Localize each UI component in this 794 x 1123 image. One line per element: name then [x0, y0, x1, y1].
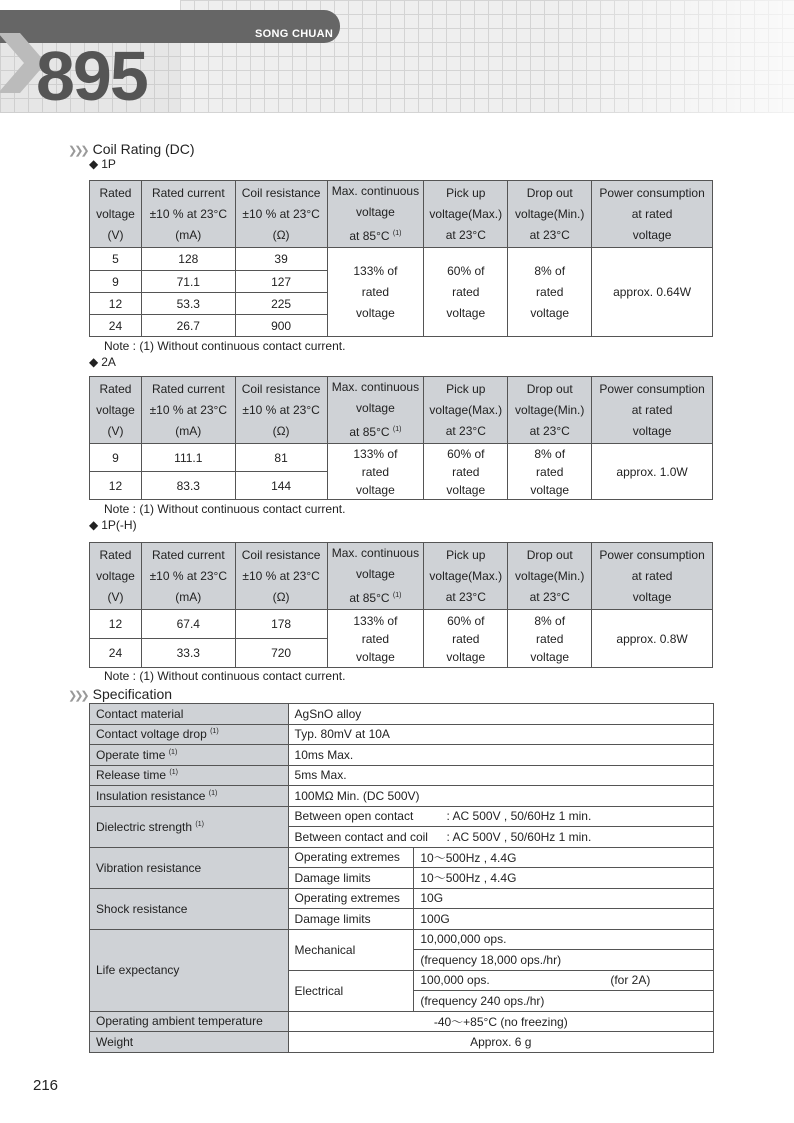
col-power-consumption: Power consumption at rated voltage — [592, 377, 713, 444]
cell-resistance: 81 — [235, 444, 327, 472]
specification-heading — [68, 686, 172, 702]
spec-sublabel: Operating extremes — [288, 847, 414, 868]
cell-max-continuous: 133% of rated voltage — [327, 248, 424, 337]
spec-value: AgSnO alloy — [288, 704, 713, 725]
col-coil-resistance: Coil resistance ±10 % at 23°C (Ω) — [235, 181, 327, 248]
spec-value: 10～500Hz , 4.4G — [414, 847, 714, 868]
table-header-row — [90, 543, 713, 610]
col-rated-current: Rated current ±10 % at 23°C (mA) — [141, 377, 235, 444]
spec-label: Insulation resistance $^{(1)}$ — [90, 786, 289, 807]
spec-row-dielectric — [90, 806, 714, 827]
coil-rating-title: Coil Rating (DC) — [92, 141, 195, 157]
cell-voltage: 12 — [90, 472, 142, 500]
col-power-consumption: Power consumption at rated voltage — [592, 543, 713, 610]
table-row — [90, 444, 713, 472]
brand-name: SONG CHUAN — [255, 28, 334, 40]
table-1p-label — [89, 157, 116, 171]
spec-label: Contact material — [90, 704, 289, 725]
spec-value: 5ms Max. — [288, 765, 713, 786]
spec-row-contact-voltage-drop — [90, 724, 714, 745]
cell-max-continuous: 133% of rated voltage — [327, 444, 424, 500]
spec-row-insulation — [90, 786, 714, 807]
cell-resistance: 225 — [235, 293, 327, 315]
cell-pick-up: 60% of rated voltage — [424, 248, 508, 337]
spec-row-life — [90, 929, 714, 950]
cell-voltage: 5 — [90, 248, 142, 271]
spec-value: 100MΩ Min. (DC 500V) — [288, 786, 713, 807]
col-rated-current: Rated current ±10 % at 23°C (mA) — [141, 181, 235, 248]
spec-sublabel: Operating extremes — [288, 888, 414, 909]
cell-current: 67.4 — [141, 610, 235, 639]
coil-table-1ph — [89, 542, 713, 668]
spec-value: 100,000 ops. (for 2A) — [414, 970, 714, 991]
spec-label: Vibration resistance — [90, 847, 289, 888]
col-max-continuous: Max. continuous voltage at 85°C $^{(1)}$ — [327, 181, 424, 248]
spec-row-contact-material — [90, 704, 714, 725]
spec-label: Life expectancy — [90, 929, 289, 1011]
cell-resistance: 178 — [235, 610, 327, 639]
cell-drop-out: 8% of rated voltage — [508, 610, 592, 668]
spec-sublabel: Damage limits — [288, 909, 414, 930]
spec-label: Operate time $^{(1)}$ — [90, 745, 289, 766]
col-pick-up: Pick up voltage(Max.) at 23°C — [424, 377, 508, 444]
col-rated-voltage: Rated voltage (V) — [90, 377, 142, 444]
spec-value: -40～+85°C (no freezing) — [288, 1011, 713, 1032]
table-row — [90, 248, 713, 271]
col-rated-current: Rated current ±10 % at 23°C (mA) — [141, 543, 235, 610]
table-2a-label — [89, 355, 116, 369]
spec-label: Dielectric strength $^{(1)}$ — [90, 806, 289, 847]
spec-value: Approx. 6 g — [288, 1032, 713, 1053]
cell-current: 83.3 — [141, 472, 235, 500]
cell-resistance: 720 — [235, 639, 327, 668]
col-coil-resistance: Coil resistance ±10 % at 23°C (Ω) — [235, 543, 327, 610]
spec-value: 10ms Max. — [288, 745, 713, 766]
spec-value: (frequency 18,000 ops./hr) — [414, 950, 714, 971]
table-1p-note: Note : (1) Without continuous contact current. — [104, 339, 346, 353]
triple-chevron-icon: ❯❯❯ — [68, 690, 87, 702]
spec-label: Weight — [90, 1032, 289, 1053]
cell-current: 33.3 — [141, 639, 235, 668]
spec-value: (frequency 240 ops./hr) — [414, 991, 714, 1012]
spec-value: 10,000,000 ops. — [414, 929, 714, 950]
cell-current: 53.3 — [141, 293, 235, 315]
table-header-row — [90, 181, 713, 248]
spec-row-vibration — [90, 847, 714, 868]
cell-voltage: 9 — [90, 271, 142, 293]
diamond-icon: ◆ — [89, 518, 99, 532]
col-pick-up: Pick up voltage(Max.) at 23°C — [424, 543, 508, 610]
col-pick-up: Pick up voltage(Max.) at 23°C — [424, 181, 508, 248]
coil-table-2a — [89, 376, 713, 500]
cell-current: 26.7 — [141, 315, 235, 337]
col-max-continuous: Max. continuous voltage at 85°C $^{(1)}$ — [327, 543, 424, 610]
table-1ph-note: Note : (1) Without continuous contact current. — [104, 669, 346, 683]
table-header-row — [90, 377, 713, 444]
cell-resistance: 127 — [235, 271, 327, 293]
spec-value: Between contact and coil : AC 500V , 50/60Hz 1 min. — [288, 827, 713, 848]
diamond-icon: ◆ — [89, 157, 99, 171]
spec-label: Contact voltage drop $^{(1)}$ — [90, 724, 289, 745]
cell-max-continuous: 133% of rated voltage — [327, 610, 424, 668]
cell-voltage: 24 — [90, 315, 142, 337]
spec-sublabel: Mechanical — [288, 929, 414, 970]
spec-row-release-time — [90, 765, 714, 786]
spec-row-shock — [90, 888, 714, 909]
cell-power: approx. 1.0W — [592, 444, 713, 500]
col-drop-out: Drop out voltage(Min.) at 23°C — [508, 377, 592, 444]
spec-label: Shock resistance — [90, 888, 289, 929]
table-1ph-label — [89, 518, 137, 532]
model-number: 895 — [36, 37, 147, 113]
table-1ph-name: 1P(-H) — [101, 518, 137, 532]
cell-power: approx. 0.8W — [592, 610, 713, 668]
spec-row-weight — [90, 1032, 714, 1053]
col-drop-out: Drop out voltage(Min.) at 23°C — [508, 543, 592, 610]
spec-value: Between open contact : AC 500V , 50/60Hz 1 min. — [288, 806, 713, 827]
cell-power: approx. 0.64W — [592, 248, 713, 337]
page-header — [0, 0, 794, 113]
specification-table — [89, 703, 714, 1053]
coil-rating-heading — [68, 141, 195, 157]
table-2a-note: Note : (1) Without continuous contact current. — [104, 502, 346, 516]
spec-row-operate-time — [90, 745, 714, 766]
col-coil-resistance: Coil resistance ±10 % at 23°C (Ω) — [235, 377, 327, 444]
col-drop-out: Drop out voltage(Min.) at 23°C — [508, 181, 592, 248]
triple-chevron-icon: ❯❯❯ — [68, 145, 87, 157]
cell-voltage: 9 — [90, 444, 142, 472]
cell-pick-up: 60% of rated voltage — [424, 444, 508, 500]
spec-value: 10G — [414, 888, 714, 909]
cell-pick-up: 60% of rated voltage — [424, 610, 508, 668]
cell-drop-out: 8% of rated voltage — [508, 248, 592, 337]
cell-current: 71.1 — [141, 271, 235, 293]
col-rated-voltage: Rated voltage (V) — [90, 543, 142, 610]
table-row — [90, 610, 713, 639]
cell-current: 111.1 — [141, 444, 235, 472]
cell-voltage: 12 — [90, 610, 142, 639]
spec-value: 100G — [414, 909, 714, 930]
spec-value: Typ. 80mV at 10A — [288, 724, 713, 745]
col-max-continuous: Max. continuous voltage at 85°C $^{(1)}$ — [327, 377, 424, 444]
cell-voltage: 12 — [90, 293, 142, 315]
spec-label: Operating ambient temperature — [90, 1011, 289, 1032]
cell-voltage: 24 — [90, 639, 142, 668]
spec-sublabel: Damage limits — [288, 868, 414, 889]
cell-resistance: 144 — [235, 472, 327, 500]
cell-current: 128 — [141, 248, 235, 271]
spec-label: Release time $^{(1)}$ — [90, 765, 289, 786]
col-rated-voltage: Rated voltage (V) — [90, 181, 142, 248]
table-2a-name: 2A — [101, 355, 116, 369]
specification-title: Specification — [92, 686, 173, 702]
diamond-icon: ◆ — [89, 355, 99, 369]
coil-table-1p — [89, 180, 713, 337]
spec-value: 10～500Hz , 4.4G — [414, 868, 714, 889]
cell-resistance: 39 — [235, 248, 327, 271]
table-1p-name: 1P — [101, 157, 116, 171]
spec-row-ambient — [90, 1011, 714, 1032]
cell-drop-out: 8% of rated voltage — [508, 444, 592, 500]
col-power-consumption: Power consumption at rated voltage — [592, 181, 713, 248]
page-number: 216 — [33, 1077, 59, 1094]
cell-resistance: 900 — [235, 315, 327, 337]
spec-sublabel: Electrical — [288, 970, 414, 1011]
